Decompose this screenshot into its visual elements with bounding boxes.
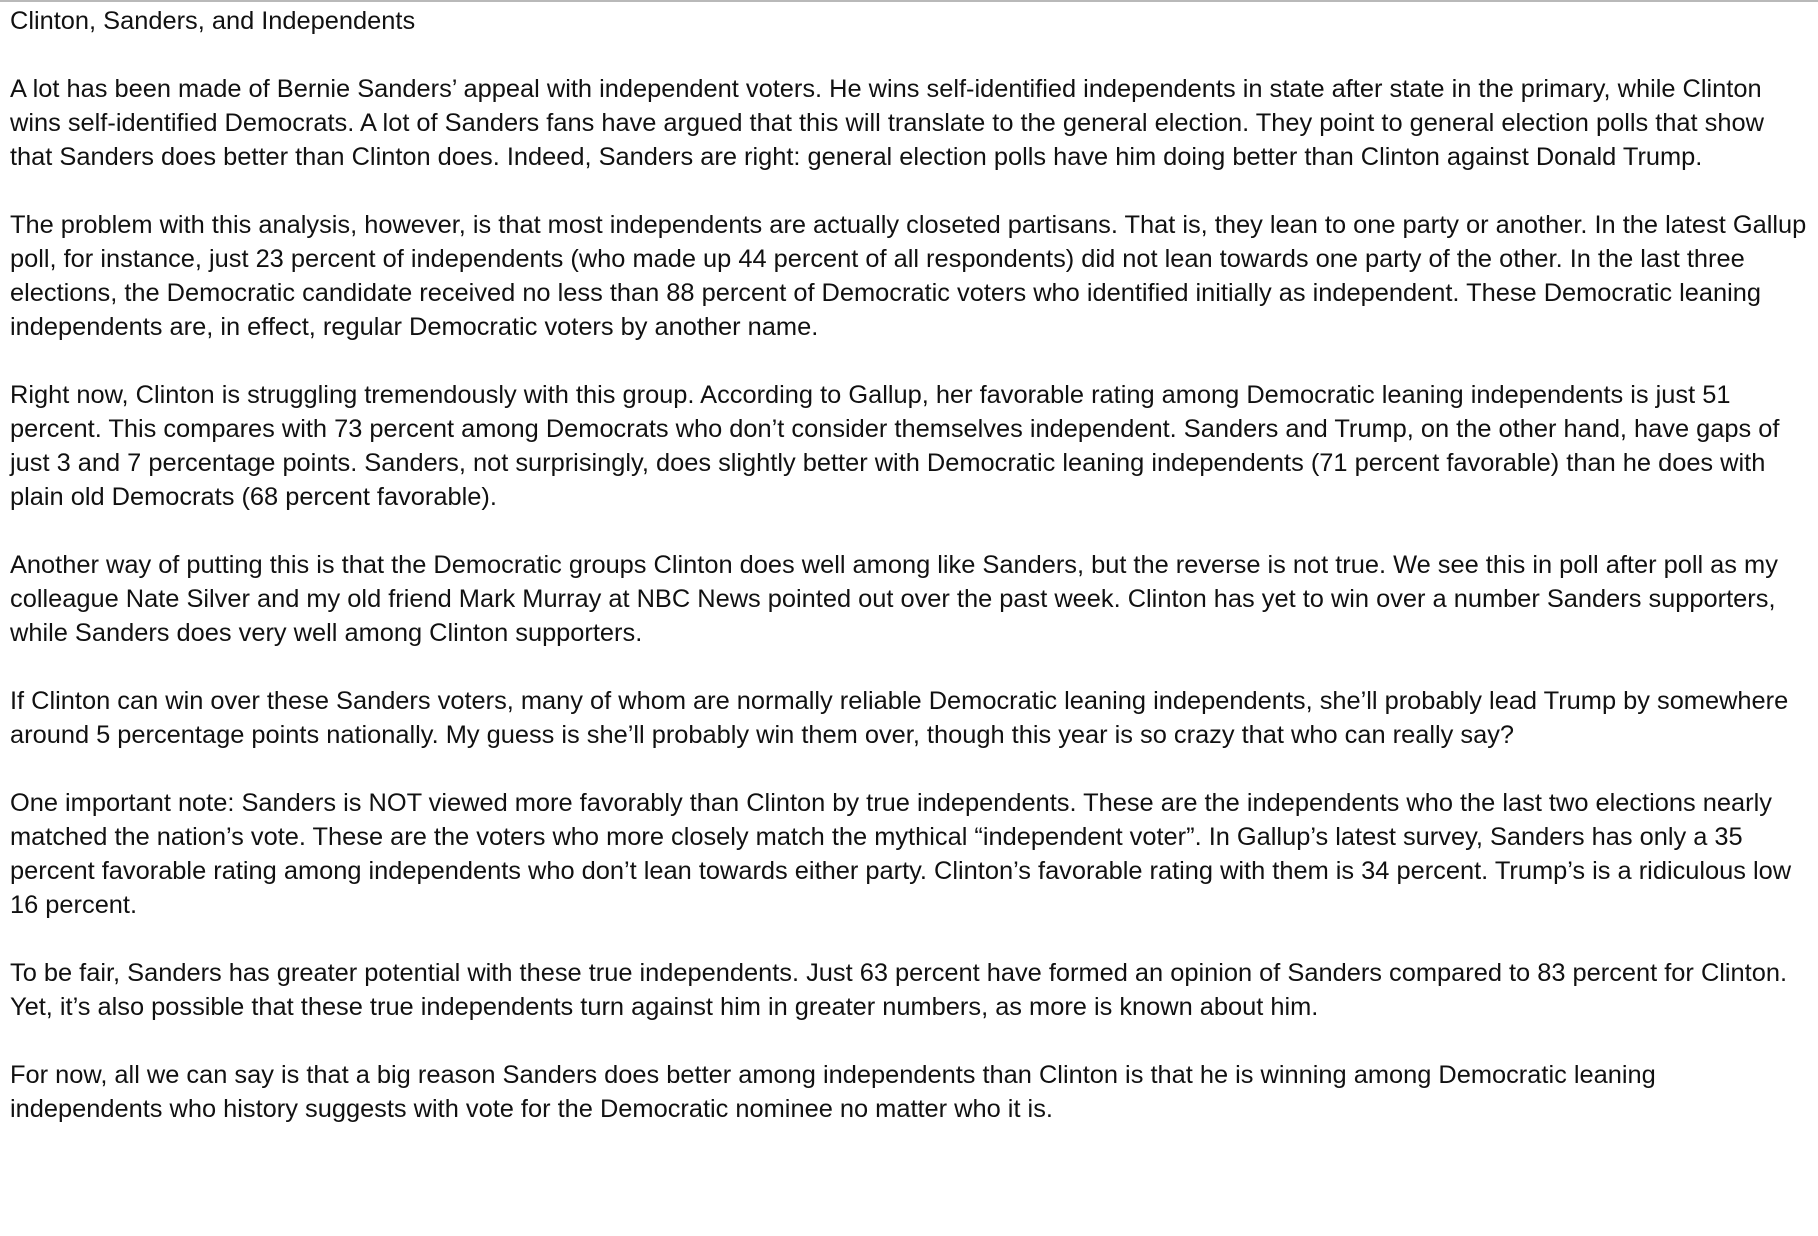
paragraph-1: A lot has been made of Bernie Sanders’ appeal with independent voters. He wins self-identified independents in state after state in the primary, while Clinton wins self-identified Democrats. A lot of Sanders fans have argued that this will translate to the general election. They point to general election polls that show that Sanders does better than Clinton does. Indeed, Sanders are right: general election polls have him doing better than Clinton against Donald Trump. [10,75,1764,171]
paragraph-8: For now, all we can say is that a big reason Sanders does better among independents than Clinton is that he is winning among Democratic leaning independents who history suggests with vote for the Democratic nominee no matter who it is. [10,1061,1656,1123]
document-body [10,4,1810,1160]
paragraph-2: The problem with this analysis, however, is that most independents are actually closeted partisans. That is, they lean to one party or another. In the latest Gallup poll, for instance, just 23 percent of independents (who made up 44 percent of all respondents) did not lean towards one party of the other. In the last three elections, the Democratic candidate received no less than 88 percent of Democratic voters who identified initially as independent. These Democratic leaning independents are, in effect, regular Democratic voters by another name. [10,211,1807,341]
paragraph-3: Right now, Clinton is struggling tremendously with this group. According to Gallup, her favorable rating among Democratic leaning independents is just 51 percent. This compares with 73 percent among Democrats who don’t consider themselves independent. Sanders and Trump, on the other hand, have gaps of just 3 and 7 percentage points. Sanders, not surprisingly, does slightly better with Democratic leaning independents (71 percent favorable) than he does with plain old Democrats (68 percent favorable). [10,381,1780,511]
paragraph-4: Another way of putting this is that the Democratic groups Clinton does well among like Sanders, but the reverse is not true. We see this in poll after poll as my colleague Nate Silver and my old friend Mark Murray at NBC News pointed out over the past week. Clinton has yet to win over a number Sanders supporters, while Sanders does very well among Clinton supporters. [10,551,1778,647]
paragraph-7: To be fair, Sanders has greater potential with these true independents. Just 63 percent have formed an opinion of Sanders compared to 83 percent for Clinton. Yet, it’s also possible that these true independents turn against him in greater numbers, as more is known about him. [10,959,1788,1021]
paragraph-6: One important note: Sanders is NOT viewed more favorably than Clinton by true independents. These are the independents who the last two elections nearly matched the nation’s vote. These are the voters who more closely match the mythical “independent voter”. In Gallup’s latest survey, Sanders has only a 35 percent favorable rating among independents who don’t lean towards either party. Clinton’s favorable rating with them is 34 percent. Trump’s is a ridiculous low 16 percent. [10,789,1792,919]
paragraph-5: If Clinton can win over these Sanders voters, many of whom are normally reliable Democratic leaning independents, she’ll probably lead Trump by somewhere around 5 percentage points nationally. My guess is she’ll probably win them over, though this year is so crazy that who can really say? [10,687,1789,749]
top-divider [0,0,1818,2]
document-title: Clinton, Sanders, and Independents [10,7,416,35]
